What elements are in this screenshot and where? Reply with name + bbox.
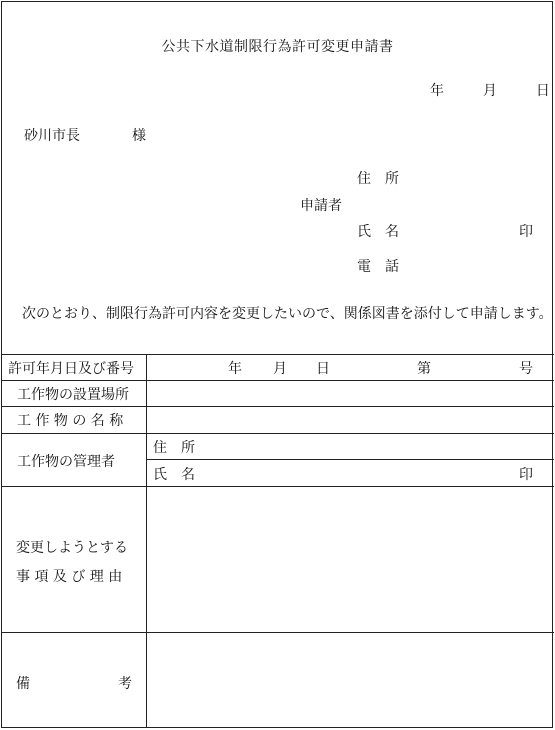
applicant-phone-label: 電 話 — [357, 259, 399, 275]
row-line-3 — [1, 433, 554, 434]
permit-year-label: 年 — [228, 361, 242, 377]
applicant-name-label: 氏 名 — [357, 224, 399, 240]
permit-number-prefix: 第 — [417, 361, 431, 377]
row-line-1 — [1, 380, 554, 381]
permit-day-label: 日 — [316, 361, 330, 377]
date-month-label: 月 — [482, 83, 497, 99]
row-line-4 — [1, 486, 554, 487]
row-line-5 — [1, 632, 554, 633]
manager-name-label: 氏 名 — [153, 467, 195, 483]
manager-seal: 印 — [519, 467, 533, 483]
location-label: 工作物の設置場所 — [17, 387, 129, 403]
applicant-seal: 印 — [519, 224, 533, 240]
form-title: 公共下水道制限行為許可変更申請書 — [161, 39, 394, 55]
table-top-line — [1, 354, 554, 355]
date-year-label: 年 — [430, 83, 444, 99]
addressee — [24, 125, 146, 145]
change-label-line2: 事 項 及 び 理 由 — [16, 569, 123, 585]
manager-label: 工作物の管理者 — [17, 454, 115, 470]
date-fields — [430, 80, 550, 100]
structure-name-label: 工 作 物 の 名 称 — [17, 413, 124, 429]
applicant-address-label: 住 所 — [357, 171, 399, 187]
permit-number-suffix: 号 — [519, 361, 533, 377]
applicant-label: 申請者 — [300, 198, 342, 214]
date-day-label: 日 — [535, 83, 550, 99]
permit-label: 許可年月日及び番号 — [8, 361, 134, 377]
remarks-label-char2: 考 — [118, 676, 132, 692]
row-line-2 — [1, 406, 554, 407]
manager-address-label: 住 所 — [153, 440, 195, 456]
addressee-honorific: 様 — [132, 128, 146, 144]
application-statement: 次のとおり、制限行為許可内容を変更したいので、関係図書を添付して申請します。 — [22, 306, 553, 322]
remarks-label-char1: 備 — [16, 676, 30, 692]
change-label-line1: 変更しようとする — [16, 540, 128, 556]
column-divider — [146, 354, 147, 728]
addressee-name: 砂川市長 — [24, 128, 80, 144]
permit-month-label: 月 — [273, 361, 287, 377]
manager-inner-line — [146, 459, 554, 460]
